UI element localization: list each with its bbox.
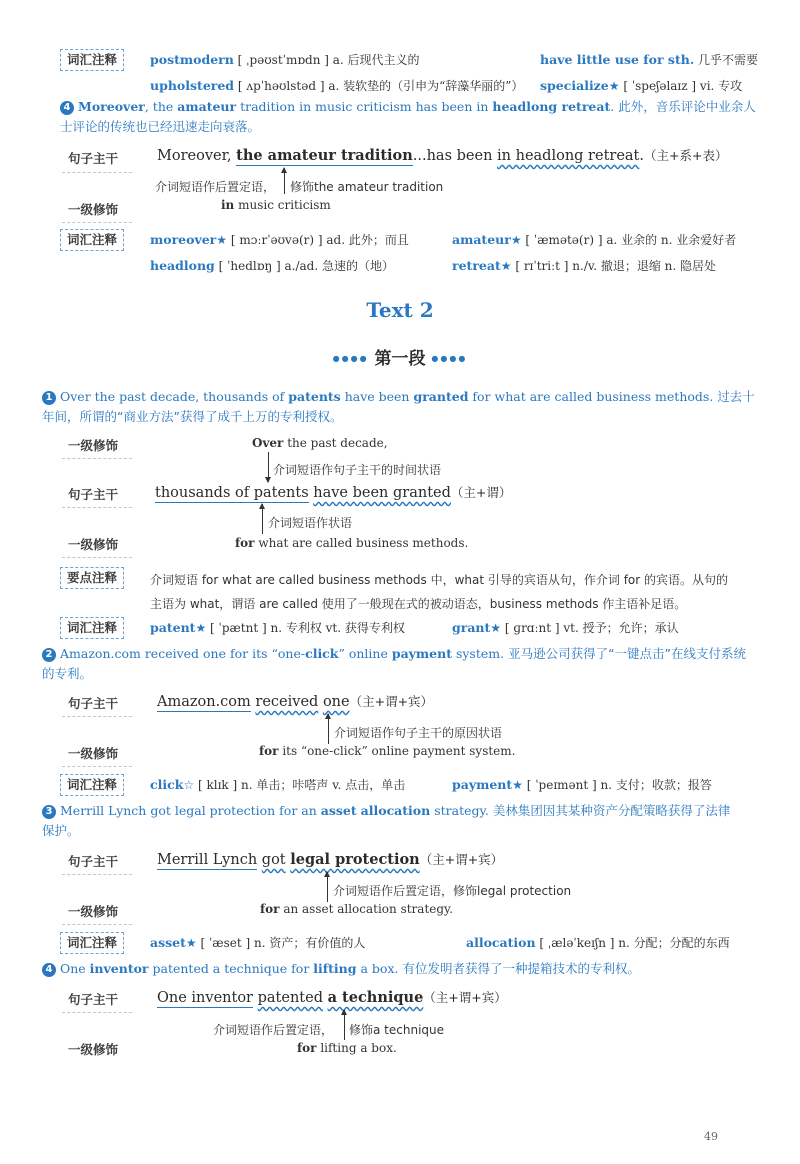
star-icon: ★ <box>490 621 502 635</box>
arrow-up-icon <box>328 714 329 744</box>
mod1-tag: 一级修饰 <box>68 1042 119 1057</box>
sentence-text: system. <box>451 646 509 661</box>
dots-decoration-icon: ●●●● <box>431 353 468 363</box>
vocab-phon: [ ˈpætnt ] <box>210 621 267 635</box>
sentence-number-badge: 2 <box>42 648 56 662</box>
modifier-note: 介词短语作句子主干的原因状语 <box>334 726 503 740</box>
sentence-bold-word: click <box>305 646 339 661</box>
sentence-translation: 美林集团因其某种资产分配策略获得了法律 <box>492 803 731 818</box>
core-predicate: patented <box>257 990 323 1006</box>
sentence-bold-word: granted <box>413 389 469 404</box>
sentence-text: have been <box>340 389 414 404</box>
sentence-text: . <box>610 99 619 114</box>
arrow-up-icon <box>262 504 263 534</box>
vocab-word: patent <box>150 620 196 635</box>
divider <box>62 766 132 767</box>
sentence-bold-word: headlong retreat <box>492 99 611 114</box>
vocab-def: a. 业余的 n. 业余爱好者 <box>606 233 737 247</box>
vocab-word: amateur <box>452 232 511 247</box>
core-predicate: in headlong retreat <box>497 148 640 164</box>
star-icon: ★ <box>510 233 522 247</box>
sentence-number-badge: 4 <box>42 963 56 977</box>
vocab-phon: [ ˈpeɪmənt ] <box>526 778 597 792</box>
sentence-text: tradition in music criticism has been in <box>236 99 493 114</box>
vocab-def: n. 资产；有价值的人 <box>253 936 366 950</box>
core-structure: （主+谓+宾） <box>419 852 504 867</box>
vocab-tag: 词汇注释 <box>60 617 124 639</box>
divider <box>62 458 132 459</box>
sentence-bold-word: inventor <box>89 961 149 976</box>
modifier-bold: for <box>260 902 280 916</box>
sentence-text: One <box>60 961 90 976</box>
star-icon: ★ <box>216 233 228 247</box>
sentence-translation: 过去十年间，所谓的“商业方法”获得了成千上万的专利授权。 <box>42 389 755 424</box>
core-structure: （主+谓+宾） <box>423 990 507 1005</box>
vocab-word: have little use for sth. <box>540 52 695 67</box>
core-text: Moreover, <box>157 148 237 164</box>
section-heading <box>0 344 800 369</box>
core-subject: One inventor <box>157 990 253 1006</box>
modifier-note: 介词短语作后置定语， <box>213 1023 334 1037</box>
vocab-tag: 词汇注释 <box>60 774 124 796</box>
core-sentence <box>157 988 507 1006</box>
vocab-postmodern <box>150 51 420 68</box>
sentence-bold-word: patents <box>288 389 341 404</box>
vocab-tag: 词汇注释 <box>60 229 124 251</box>
core-predicate: received <box>255 694 319 710</box>
mod1-tag: 一级修饰 <box>68 438 119 453</box>
vocab-phon: [ ˌæləˈkeɪʃn ] <box>539 936 615 950</box>
star-icon: ★ <box>512 778 523 792</box>
divider <box>62 172 132 173</box>
sentence-bold-word: lifting <box>313 961 357 976</box>
sentence-paragraph <box>42 644 762 684</box>
modifier-text: music criticism <box>234 198 331 212</box>
page-number: 49 <box>704 1130 718 1143</box>
sentence-text: Over the past decade, thousands of <box>60 389 289 404</box>
mod1-tag: 一级修饰 <box>68 746 119 761</box>
core-object: one <box>322 694 350 710</box>
core-sentence <box>155 483 511 501</box>
sentence-translation: 有位发明者获得了一种提箱技术的专利权。 <box>402 961 640 976</box>
modifier-phrase <box>221 198 331 212</box>
arrow-up-icon <box>344 1010 345 1040</box>
vocab-tag: 词汇注释 <box>60 49 124 71</box>
sentence-translation: 亚马逊公司获得了“一键点击”在线支付系统 <box>508 646 747 661</box>
vocab-allocation <box>466 934 730 951</box>
modifier-phrase <box>259 744 515 758</box>
core-sentence <box>157 692 433 710</box>
core-structure: （主+谓） <box>450 485 512 500</box>
vocab-click <box>150 776 405 793</box>
modifier-note: 介词短语作句子主干的时间状语 <box>273 463 442 477</box>
divider <box>62 716 132 717</box>
vocab-phon: [ ˈspeʃəlaɪz ] <box>623 79 697 93</box>
vocab-payment <box>452 776 712 793</box>
vocab-word: allocation <box>466 935 536 950</box>
sentence-translation: 此外，音乐评论中业余人士评论的传统也已经迅速走向衰落。 <box>60 99 756 134</box>
core-structure: （主+谓+宾） <box>349 694 434 709</box>
core-tag: 句子主干 <box>68 696 119 711</box>
vocab-word: grant <box>452 620 491 635</box>
modifier-note: 介词短语作后置定语，修饰legal protection <box>333 884 572 898</box>
modifier-text: lifting a box. <box>316 1041 397 1055</box>
core-predicate: got <box>261 852 286 868</box>
vocab-specialize <box>540 77 742 94</box>
dots-decoration-icon: ●●●● <box>332 353 369 363</box>
modifier-phrase <box>260 902 453 916</box>
star-icon: ★ <box>195 621 207 635</box>
key-note-line: 介词短语 for what are called business methods 中，what 引导的宾语从句，作介词 for 的宾语。从句的 <box>150 573 729 587</box>
vocab-def: a./ad. 急速的（地） <box>284 259 394 273</box>
core-object: a technique <box>327 989 424 1006</box>
vocab-patent <box>150 619 405 636</box>
core-subject: Merrill Lynch <box>157 852 258 868</box>
core-tag: 句子主干 <box>68 992 119 1007</box>
text-title: Text 2 <box>366 298 434 322</box>
vocab-phon: [ ˈhedlɒŋ ] <box>218 259 281 273</box>
divider <box>62 222 132 223</box>
core-subject: Amazon.com <box>157 694 251 710</box>
modifier-text: an asset allocation strategy. <box>279 902 454 916</box>
sentence-text: for what are called business methods. <box>468 389 718 404</box>
modifier-bold: Over <box>252 436 284 450</box>
core-text: ...has been <box>412 148 498 164</box>
modifier-bold: for <box>235 536 255 550</box>
vocab-word: moreover <box>150 232 217 247</box>
sentence-paragraph <box>42 959 762 979</box>
modifier-phrase <box>235 536 468 550</box>
divider <box>62 1012 132 1013</box>
vocab-def: ad. 此外；而且 <box>326 233 409 247</box>
vocab-upholstered <box>150 77 523 94</box>
vocab-def: a. 装软垫的（引申为“辞藻华丽的”） <box>328 79 524 93</box>
vocab-headlong <box>150 257 394 274</box>
key-tag: 要点注释 <box>60 567 124 589</box>
sentence-paragraph <box>60 97 760 137</box>
vocab-def: n. 支付；收款；报答 <box>600 778 712 792</box>
core-tag: 句子主干 <box>68 487 119 502</box>
sentence-number-badge: 3 <box>42 805 56 819</box>
vocab-phon: [ ˈæmətə(r) ] <box>525 233 603 247</box>
modifier-bold: for <box>259 744 279 758</box>
sentence-number-badge: 1 <box>42 391 56 405</box>
star-icon: ★ <box>608 79 620 93</box>
vocab-def: n. 单击；咔嗒声 v. 点击，单击 <box>241 778 406 792</box>
vocab-word: payment <box>452 777 513 792</box>
vocab-def: n. 专利权 vt. 获得专利权 <box>270 621 405 635</box>
core-subject: the amateur tradition <box>236 147 413 164</box>
core-subject: thousands of patents <box>155 485 309 501</box>
vocab-word: postmodern <box>150 52 234 67</box>
modifier-text: its “one-click” online payment system. <box>278 744 516 758</box>
vocab-asset <box>150 934 365 951</box>
sentence-text: strategy. <box>430 803 493 818</box>
vocab-phon: [ ˌpəʊstˈmɒdn ] <box>237 53 329 67</box>
vocab-phon: [ ʌpˈhəʊlstəd ] <box>237 79 325 93</box>
vocab-tag: 词汇注释 <box>60 932 124 954</box>
star-icon: ☆ <box>183 778 195 792</box>
arrow-up-icon <box>327 872 328 902</box>
vocab-word: retreat <box>452 258 501 273</box>
vocab-phon: [ mɔːrˈəʊvə(r) ] <box>230 233 323 247</box>
core-structure: （主+系+表） <box>644 148 728 163</box>
sentence-bold-word: Moreover <box>78 99 145 114</box>
vocab-word: click <box>150 777 184 792</box>
vocab-word: asset <box>150 935 186 950</box>
sentence-bold-word: amateur <box>177 99 237 114</box>
vocab-phon: [ rɪˈtriːt ] <box>515 259 569 273</box>
core-tag: 句子主干 <box>68 151 119 166</box>
core-predicate: have been granted <box>313 485 451 501</box>
vocab-phon: [ klɪk ] <box>197 778 238 792</box>
modifier-phrase <box>297 1041 397 1055</box>
divider <box>62 874 132 875</box>
modifier-text: what are called business methods. <box>254 536 469 550</box>
sentence-text: Merrill Lynch got legal protection for an <box>60 803 321 818</box>
sentence-translation: 保护。 <box>42 823 80 838</box>
modifier-text: the past decade, <box>283 436 388 450</box>
vocab-word: headlong <box>150 258 215 273</box>
vocab-def: vi. 专攻 <box>699 79 743 93</box>
arrow-down-icon <box>268 452 269 482</box>
core-text: . <box>639 148 644 164</box>
section-title: 第一段 <box>374 349 426 369</box>
modifier-note: 介词短语作后置定语， <box>155 180 276 194</box>
vocab-phon: [ ˈæset ] <box>200 936 251 950</box>
divider <box>62 507 132 508</box>
vocab-retreat <box>452 257 716 274</box>
star-icon: ★ <box>500 259 512 273</box>
sentence-paragraph <box>42 801 762 841</box>
modifier-bold: for <box>297 1041 317 1055</box>
vocab-moreover <box>150 231 409 248</box>
sentence-text: ” online <box>338 646 392 661</box>
mod1-tag: 一级修饰 <box>68 537 119 552</box>
modifier-note-target <box>290 178 443 195</box>
vocab-word: specialize <box>540 78 609 93</box>
modifier-note-target: 修饰a technique <box>349 1023 445 1037</box>
core-sentence <box>157 146 727 164</box>
vocab-def: n. 分配；分配的东西 <box>618 936 730 950</box>
core-tag: 句子主干 <box>68 854 119 869</box>
mod1-tag: 一级修饰 <box>68 904 119 919</box>
vocab-def: a. 后现代主义的 <box>332 53 420 67</box>
vocab-word: upholstered <box>150 78 235 93</box>
modifier-note-text: 修饰the amateur tradition <box>290 180 444 194</box>
arrow-up-icon <box>284 168 285 194</box>
core-sentence <box>157 850 503 868</box>
vocab-have-little-use <box>540 51 758 68</box>
sentence-number-badge: 4 <box>60 101 74 115</box>
vocab-def: n./v. 撤退；退缩 n. 隐居处 <box>572 259 717 273</box>
vocab-def: 几乎不需要 <box>698 53 759 67</box>
vocab-phon: [ ɡrɑːnt ] <box>504 621 560 635</box>
modifier-bold: in <box>221 198 235 212</box>
star-icon: ★ <box>185 936 197 950</box>
vocab-grant <box>452 619 679 636</box>
modifier-phrase <box>252 436 388 450</box>
core-object: legal protection <box>290 851 420 868</box>
mod1-tag: 一级修饰 <box>68 202 119 217</box>
divider <box>62 924 132 925</box>
sentence-paragraph <box>42 387 762 427</box>
sentence-text: patented a technique for <box>148 961 314 976</box>
sentence-text: , the <box>144 99 178 114</box>
sentence-bold-word: payment <box>391 646 452 661</box>
vocab-amateur <box>452 231 736 248</box>
key-note-line: 主语为 what，谓语 are called 使用了一般现在式的被动语态，business methods 作主语补足语。 <box>150 597 687 611</box>
sentence-bold-word: allocation <box>360 803 431 818</box>
sentence-text: Amazon.com received one for its “one- <box>60 646 306 661</box>
sentence-text: a box. <box>356 961 403 976</box>
sentence-bold-word: asset <box>320 803 357 818</box>
key-note <box>150 568 728 616</box>
vocab-def: vt. 授予；允许；承认 <box>563 621 679 635</box>
modifier-note: 介词短语作状语 <box>268 516 353 530</box>
divider <box>62 557 132 558</box>
sentence-translation: 的专利。 <box>42 666 93 681</box>
